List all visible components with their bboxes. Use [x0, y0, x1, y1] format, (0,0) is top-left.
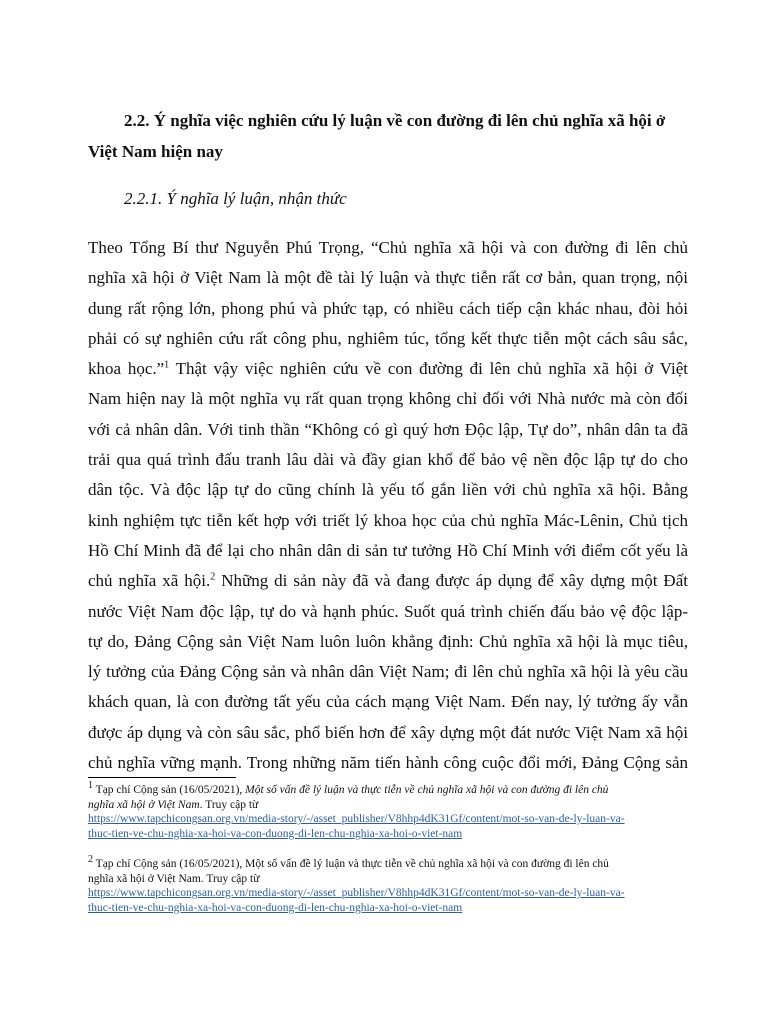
- body-text-segment: Những di sản này đã và đang được áp dụng để xây dựng một Đất: [215, 571, 688, 591]
- body-text-segment: chủ nghĩa xã hội.: [88, 571, 211, 591]
- body-line: trải qua quá trình đấu tranh lâu dài và đầy gian khổ để bảo vệ nền độc lập tự do cho: [88, 450, 688, 470]
- footnote-access: . Truy cập từ: [199, 798, 259, 811]
- body-line: với cả nhân dân. Với tinh thần “Không có gì quý hơn Độc lập, Tự do”, nhân dân ta đã: [88, 419, 688, 439]
- body-text-segment: Thật vậy việc nghiên cứu về con đường đi lên chủ nghĩa xã hội ở Việt: [169, 359, 688, 379]
- body-line: được áp dụng và còn sâu sắc, phổ biến hơn để xây dựng một đát nước Việt Nam xã hội: [88, 722, 688, 742]
- body-line: khách quan, là con đường tất yếu của cách mạng Việt Nam. Đến nay, lý tưởng ấy vẫn: [88, 692, 688, 712]
- footnote-text: Tạp chí Cộng sản (16/05/2021), Một số vấn đề lý luận và thực tiễn về chủ nghĩa xã hội và con đường đi lên chủ: [93, 858, 609, 870]
- footnote-title: nghĩa xã hội ở Việt Nam: [88, 798, 200, 811]
- footnote-title: Một số vấn đề lý luận và thực tiễn về chủ nghĩa xã hội và con đường đi lên chủ: [245, 784, 609, 796]
- footnote-link[interactable]: thuc-tien-ve-chu-nghia-xa-hoi-va-con-duong-di-len-chu-nghia-xa-hoi-o-viet-nam: [88, 827, 463, 840]
- body-line: Theo Tổng Bí thư Nguyễn Phú Trọng, “Chủ nghĩa xã hội và con đường đi lên chủ: [88, 238, 688, 257]
- section-heading: [88, 105, 688, 167]
- footnote-text: nghĩa xã hội ở Việt Nam. Truy cập từ: [88, 872, 260, 885]
- footnote-1: [88, 780, 688, 841]
- footnote-link[interactable]: https://www.tapchicongsan.org.vn/media-story/-/asset_publisher/V8hhp4dK31Gf/content/mot-so-van-de-ly-luan-va-: [88, 813, 625, 825]
- body-line: nước Việt Nam độc lập, tự do và hạnh phúc. Suốt quá trình chiến đấu bảo vệ độc lập-: [88, 601, 688, 621]
- section-heading-line2: Việt Nam hiện nay: [88, 142, 223, 161]
- body-line: chủ nghĩa vững mạnh. Trong những năm tiến hành công cuộc đổi mới, Đảng Cộng sản: [88, 753, 688, 773]
- body-line: dân tộc. Và độc lập tự do cũng chính là yếu tố gắn liền với chủ nghĩa xã hội. Bằng: [88, 480, 688, 500]
- footnote-separator: [88, 777, 236, 778]
- footnote-ref-2[interactable]: 2: [210, 571, 216, 583]
- body-line: [88, 354, 688, 384]
- subsection-heading: 2.2.1. Ý nghĩa lý luận, nhận thức: [124, 189, 347, 208]
- body-line: dung rất rộng lớn, phong phú và phức tạp, có nhiều cách tiếp cận khác nhau, đòi hỏi: [88, 298, 688, 318]
- body-line: [88, 566, 688, 596]
- footnote-mark: 2: [88, 854, 93, 866]
- body-line: Hồ Chí Minh đã để lại cho nhân dân di sản tư tưởng Hồ Chí Minh với điểm cốt yếu là: [88, 540, 688, 560]
- body-paragraph: [88, 233, 688, 778]
- body-line: kinh nghiệm tực tiễn kết hợp với triết lý khoa học của chủ nghĩa Mác-Lênin, Chủ tịch: [88, 510, 688, 530]
- footnote-link[interactable]: https://www.tapchicongsan.org.vn/media-story/-/asset_publisher/V8hhp4dK31Gf/content/mot-so-van-de-ly-luan-va-: [88, 887, 625, 899]
- footnote-link[interactable]: thuc-tien-ve-chu-nghia-xa-hoi-va-con-duong-di-len-chu-nghia-xa-hoi-o-viet-nam: [88, 901, 463, 914]
- body-line: nghĩa xã hội ở Việt Nam là một đề tài lý luận và thực tiễn rất cơ bản, quan trọng, nội: [88, 268, 688, 288]
- section-heading-line1: 2.2. Ý nghĩa việc nghiên cứu lý luận về con đường đi lên chủ nghĩa xã hội ở: [124, 111, 666, 130]
- footnote-ref-1[interactable]: 1: [164, 359, 170, 371]
- footnote-2: [88, 854, 688, 915]
- footnote-mark: 1: [88, 780, 93, 792]
- body-line: phải có sự nghiên cứu rất công phu, nghiêm túc, tổng kết thực tiễn một cách sâu sắc,: [88, 328, 688, 348]
- body-line: Nam hiện nay là một nghĩa vụ rất quan trọng không chỉ đối với Nhà nước mà còn đối: [88, 389, 688, 409]
- body-text-segment: khoa học.”: [88, 359, 165, 379]
- footnote-source: Tạp chí Cộng sản (16/05/2021),: [93, 784, 246, 796]
- body-line: tự do, Đảng Cộng sản Việt Nam luôn luôn khẳng định: Chủ nghĩa xã hội là mục tiêu,: [88, 631, 688, 651]
- body-line: lý tưởng của Đảng Cộng sản và nhân dân Việt Nam; đi lên chủ nghĩa xã hội là yêu cầu: [88, 662, 688, 682]
